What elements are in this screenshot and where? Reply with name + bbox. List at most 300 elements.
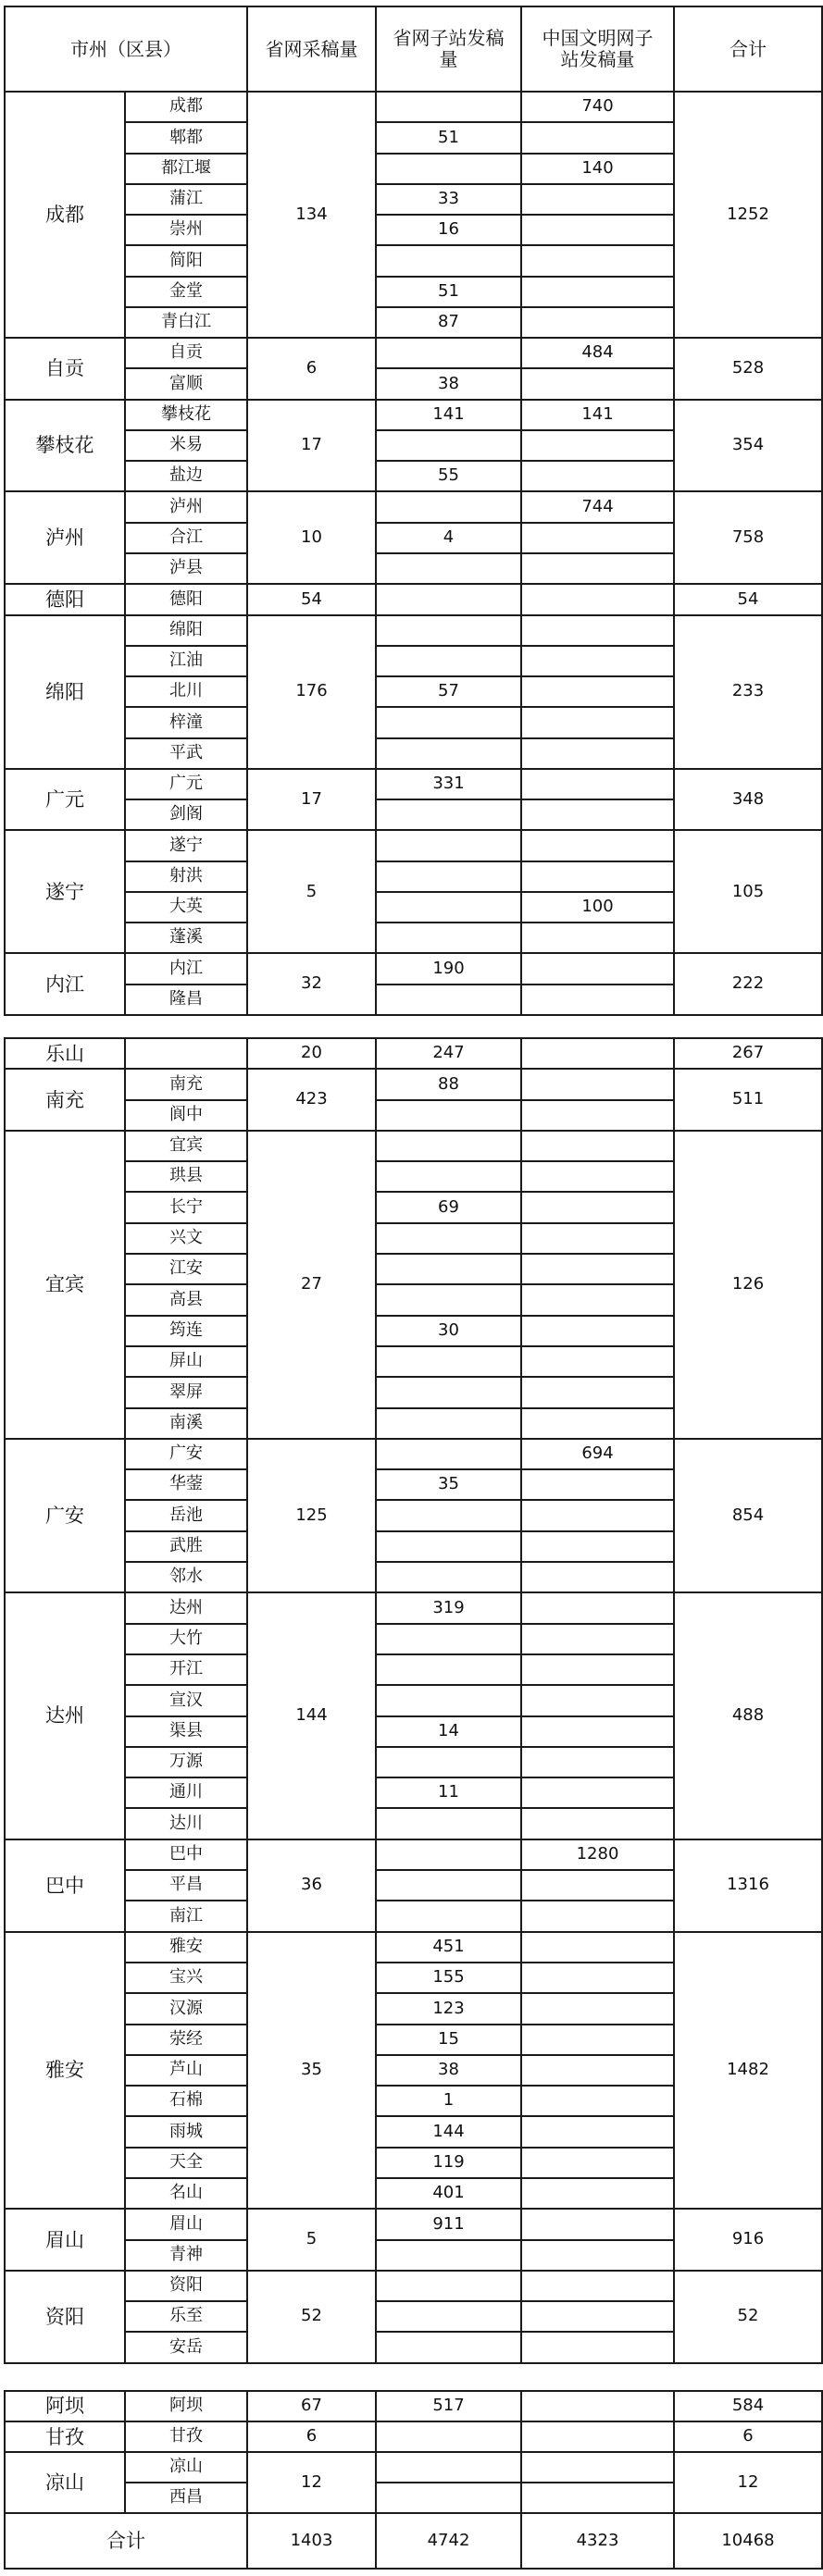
zizhan-cell [376, 1346, 521, 1377]
wenming-cell [521, 215, 674, 245]
zizhan-cell: 155 [376, 1963, 521, 1993]
county-cell: 荥经 [125, 2025, 247, 2055]
county-cell: 甘孜 [125, 2421, 247, 2452]
county-cell: 珙县 [125, 1161, 247, 1192]
caiji-cell: 17 [247, 400, 376, 492]
county-cell: 达川 [125, 1808, 247, 1839]
caiji-cell: 5 [247, 2209, 376, 2271]
zizhan-cell [376, 1223, 521, 1254]
total-cell: 916 [674, 2209, 822, 2271]
city-cell: 广元 [5, 769, 125, 831]
wenming-cell [521, 1161, 674, 1192]
table-row [5, 584, 822, 614]
wenming-cell [521, 461, 674, 491]
county-cell: 芦山 [125, 2055, 247, 2086]
table-row [5, 1069, 822, 1099]
total-cell: 488 [674, 1592, 822, 1839]
zizhan-cell: 57 [376, 676, 521, 707]
caiji-cell: 27 [247, 1131, 376, 1439]
wenming-cell [521, 1069, 674, 1099]
zizhan-cell: 119 [376, 2148, 521, 2178]
zizhan-cell: 401 [376, 2178, 521, 2209]
table-row [5, 1839, 822, 1870]
county-cell: 乐至 [125, 2301, 247, 2332]
city-cell: 雅安 [5, 1932, 125, 2210]
zizhan-cell [376, 1131, 521, 1161]
wenming-cell [521, 1901, 674, 1931]
zizhan-cell: 55 [376, 461, 521, 491]
wenming-cell [521, 1562, 674, 1592]
table-row [5, 400, 822, 430]
county-cell: 青白江 [125, 307, 247, 338]
wenming-cell: 740 [521, 92, 674, 122]
county-cell: 成都 [125, 92, 247, 122]
county-cell: 德阳 [125, 584, 247, 614]
wenming-cell [521, 1469, 674, 1500]
county-cell: 邻水 [125, 1562, 247, 1592]
zizhan-cell [376, 861, 521, 892]
zizhan-cell: 4 [376, 523, 521, 553]
zizhan-cell [376, 1624, 521, 1654]
zizhan-cell [376, 1839, 521, 1870]
zizhan-cell: 247 [376, 1038, 521, 1069]
caiji-cell: 423 [247, 1069, 376, 1131]
zizhan-cell: 14 [376, 1716, 521, 1747]
table-row [5, 92, 822, 122]
county-cell: 雅安 [125, 1932, 247, 1963]
zizhan-cell [376, 1254, 521, 1284]
table-row [5, 2391, 822, 2421]
wenming-cell [521, 2055, 674, 2086]
header-caiji: 省网采稿量 [247, 6, 376, 92]
zizhan-cell: 88 [376, 1069, 521, 1099]
grand-total-row [5, 2513, 822, 2569]
county-cell: 南充 [125, 1069, 247, 1099]
grand-total-wenming: 4323 [521, 2513, 674, 2569]
county-cell: 遂宁 [125, 830, 247, 861]
wenming-cell [521, 184, 674, 215]
county-cell: 阆中 [125, 1100, 247, 1131]
city-cell: 广安 [5, 1439, 125, 1592]
county-cell: 江安 [125, 1254, 247, 1284]
caiji-cell: 5 [247, 830, 376, 953]
grand-total-zizhan: 4742 [376, 2513, 521, 2569]
wenming-cell [521, 799, 674, 830]
county-cell: 金堂 [125, 277, 247, 307]
wenming-cell [521, 923, 674, 953]
caiji-cell: 36 [247, 1839, 376, 1932]
wenming-cell [521, 2240, 674, 2271]
total-cell: 1482 [674, 1932, 822, 2210]
total-cell: 105 [674, 830, 822, 953]
county-cell: 射洪 [125, 861, 247, 892]
zizhan-cell: 144 [376, 2116, 521, 2147]
county-cell: 蒲江 [125, 184, 247, 215]
city-cell: 眉山 [5, 2209, 125, 2271]
caiji-cell: 20 [247, 1038, 376, 1069]
zizhan-cell [376, 615, 521, 646]
table-page-3 [4, 2390, 821, 2572]
zizhan-cell [376, 1284, 521, 1315]
zizhan-cell: 38 [376, 368, 521, 399]
county-cell [125, 1038, 247, 1069]
wenming-cell [521, 2209, 674, 2239]
zizhan-cell [376, 646, 521, 676]
caiji-cell: 12 [247, 2452, 376, 2513]
caiji-cell: 125 [247, 1439, 376, 1592]
county-cell: 华蓥 [125, 1469, 247, 1500]
county-cell: 筠连 [125, 1316, 247, 1346]
wenming-cell [521, 1624, 674, 1654]
zizhan-cell [376, 2421, 521, 2452]
city-cell: 攀枝花 [5, 400, 125, 492]
wenming-cell: 744 [521, 491, 674, 522]
wenming-cell [521, 2116, 674, 2147]
table-row [5, 830, 822, 861]
table-page-1 [4, 6, 821, 1014]
wenming-cell [521, 1284, 674, 1315]
table-row [5, 491, 822, 522]
zizhan-cell: 16 [376, 215, 521, 245]
header-region: 市州（区县） [5, 6, 247, 92]
county-cell: 高县 [125, 1284, 247, 1315]
wenming-cell [521, 953, 674, 984]
zizhan-cell [376, 1100, 521, 1131]
table-page-2 [4, 1037, 821, 2366]
wenming-cell [521, 430, 674, 461]
wenming-cell [521, 553, 674, 584]
total-cell: 126 [674, 1131, 822, 1439]
zizhan-cell [376, 1685, 521, 1715]
county-cell: 绵阳 [125, 615, 247, 646]
wenming-cell: 1280 [521, 1839, 674, 1870]
zizhan-cell [376, 738, 521, 769]
county-cell: 米易 [125, 430, 247, 461]
table-row [5, 1131, 822, 1161]
county-cell: 郫都 [125, 122, 247, 153]
city-cell: 成都 [5, 92, 125, 338]
zizhan-cell [376, 1747, 521, 1777]
wenming-cell [521, 2332, 674, 2362]
city-cell: 宜宾 [5, 1131, 125, 1439]
wenming-cell [521, 2391, 674, 2421]
total-cell: 758 [674, 491, 822, 584]
wenming-cell [521, 1716, 674, 1747]
wenming-cell [521, 584, 674, 614]
county-cell: 内江 [125, 953, 247, 984]
zizhan-cell [376, 245, 521, 276]
table-row [5, 1038, 822, 1069]
zizhan-cell [376, 92, 521, 122]
wenming-cell [521, 2178, 674, 2209]
total-cell: 54 [674, 584, 822, 614]
city-cell: 自贡 [5, 338, 125, 400]
wenming-cell [521, 1963, 674, 1993]
table-row [5, 2421, 822, 2452]
county-cell: 平昌 [125, 1870, 247, 1901]
wenming-cell [521, 676, 674, 707]
county-cell: 青神 [125, 2240, 247, 2271]
zizhan-cell [376, 923, 521, 953]
county-cell: 简阳 [125, 245, 247, 276]
wenming-cell [521, 1500, 674, 1530]
county-cell: 宝兴 [125, 1963, 247, 1993]
county-cell: 自贡 [125, 338, 247, 368]
caiji-cell: 67 [247, 2391, 376, 2421]
wenming-cell [521, 368, 674, 399]
county-cell: 大竹 [125, 1624, 247, 1654]
zizhan-cell: 123 [376, 1993, 521, 2024]
caiji-cell: 54 [247, 584, 376, 614]
caiji-cell: 32 [247, 953, 376, 1015]
zizhan-cell [376, 2301, 521, 2332]
city-cell: 凉山 [5, 2452, 125, 2513]
wenming-cell [521, 2301, 674, 2332]
zizhan-cell: 141 [376, 400, 521, 430]
grand-total-total: 10468 [674, 2513, 822, 2569]
county-cell: 西昌 [125, 2483, 247, 2513]
caiji-cell: 6 [247, 338, 376, 400]
total-cell: 584 [674, 2391, 822, 2421]
header-row [5, 6, 822, 92]
wenming-cell [521, 122, 674, 153]
wenming-cell [521, 615, 674, 646]
total-cell: 52 [674, 2271, 822, 2363]
wenming-cell [521, 830, 674, 861]
total-cell: 6 [674, 2421, 822, 2452]
table-row [5, 953, 822, 984]
zizhan-cell: 1 [376, 2086, 521, 2116]
table-row [5, 1592, 822, 1623]
wenming-cell [521, 985, 674, 1015]
county-cell: 兴文 [125, 1223, 247, 1254]
total-cell: 1316 [674, 1839, 822, 1932]
wenming-cell [521, 1870, 674, 1901]
total-cell: 267 [674, 1038, 822, 1069]
zizhan-cell: 911 [376, 2209, 521, 2239]
county-cell: 凉山 [125, 2452, 247, 2483]
table-row [5, 2452, 822, 2483]
county-cell: 崇州 [125, 215, 247, 245]
table-row [5, 338, 822, 368]
zizhan-cell: 38 [376, 2055, 521, 2086]
county-cell: 泸县 [125, 553, 247, 584]
county-cell: 雨城 [125, 2116, 247, 2147]
caiji-cell: 10 [247, 491, 376, 584]
wenming-cell [521, 1592, 674, 1623]
wenming-cell [521, 646, 674, 676]
zizhan-cell [376, 2483, 521, 2513]
wenming-cell [521, 861, 674, 892]
county-cell: 北川 [125, 676, 247, 707]
zizhan-cell: 35 [376, 1469, 521, 1500]
wenming-cell [521, 1100, 674, 1131]
zizhan-cell: 190 [376, 953, 521, 984]
county-cell: 泸州 [125, 491, 247, 522]
county-cell: 宜宾 [125, 1131, 247, 1161]
zizhan-cell [376, 1901, 521, 1931]
zizhan-cell: 11 [376, 1777, 521, 1808]
county-cell: 安岳 [125, 2332, 247, 2362]
caiji-cell: 35 [247, 1932, 376, 2210]
zizhan-cell: 517 [376, 2391, 521, 2421]
zizhan-cell: 15 [376, 2025, 521, 2055]
county-cell: 攀枝花 [125, 400, 247, 430]
stats-table [4, 1037, 823, 2364]
county-cell: 开江 [125, 1654, 247, 1685]
wenming-cell: 694 [521, 1439, 674, 1469]
wenming-cell [521, 1254, 674, 1284]
wenming-cell: 140 [521, 154, 674, 184]
zizhan-cell [376, 338, 521, 368]
zizhan-cell: 69 [376, 1192, 521, 1222]
city-cell: 乐山 [5, 1038, 125, 1069]
county-cell: 宣汉 [125, 1685, 247, 1715]
county-cell: 武胜 [125, 1531, 247, 1562]
county-cell: 平武 [125, 738, 247, 769]
total-cell: 1252 [674, 92, 822, 338]
caiji-cell: 144 [247, 1592, 376, 1839]
county-cell: 眉山 [125, 2209, 247, 2239]
wenming-cell: 484 [521, 338, 674, 368]
header-wenming: 中国文明网子站发稿量 [521, 6, 674, 92]
county-cell: 剑阁 [125, 799, 247, 830]
county-cell: 巴中 [125, 1839, 247, 1870]
zizhan-cell [376, 430, 521, 461]
zizhan-cell [376, 553, 521, 584]
wenming-cell [521, 1192, 674, 1222]
wenming-cell [521, 1747, 674, 1777]
grand-total-label: 合计 [5, 2513, 247, 2569]
wenming-cell: 141 [521, 400, 674, 430]
wenming-cell [521, 523, 674, 553]
zizhan-cell [376, 1408, 521, 1439]
table-row [5, 1439, 822, 1469]
city-cell: 阿坝 [5, 2391, 125, 2421]
wenming-cell [521, 1531, 674, 1562]
zizhan-cell [376, 154, 521, 184]
header-total: 合计 [674, 6, 822, 92]
wenming-cell [521, 1377, 674, 1407]
county-cell: 隆昌 [125, 985, 247, 1015]
total-cell: 12 [674, 2452, 822, 2513]
zizhan-cell [376, 1500, 521, 1530]
city-cell: 遂宁 [5, 830, 125, 953]
table-row [5, 769, 822, 799]
wenming-cell [521, 2483, 674, 2513]
zizhan-cell [376, 1439, 521, 1469]
total-cell: 528 [674, 338, 822, 400]
county-cell: 合江 [125, 523, 247, 553]
county-cell: 翠屏 [125, 1377, 247, 1407]
zizhan-cell: 331 [376, 769, 521, 799]
county-cell: 都江堰 [125, 154, 247, 184]
county-cell: 梓潼 [125, 707, 247, 737]
caiji-cell: 6 [247, 2421, 376, 2452]
county-cell: 大英 [125, 892, 247, 923]
zizhan-cell [376, 1870, 521, 1901]
table-row [5, 2209, 822, 2239]
total-cell: 222 [674, 953, 822, 1015]
wenming-cell: 100 [521, 892, 674, 923]
zizhan-cell [376, 1808, 521, 1839]
county-cell: 南江 [125, 1901, 247, 1931]
zizhan-cell: 33 [376, 184, 521, 215]
zizhan-cell [376, 2271, 521, 2301]
stats-table [4, 2390, 823, 2570]
city-cell: 内江 [5, 953, 125, 1015]
wenming-cell [521, 1654, 674, 1685]
city-cell: 巴中 [5, 1839, 125, 1932]
county-cell: 江油 [125, 646, 247, 676]
city-cell: 泸州 [5, 491, 125, 584]
county-cell: 天全 [125, 2148, 247, 2178]
header-zizhan: 省网子站发稿量 [376, 6, 521, 92]
wenming-cell [521, 2452, 674, 2483]
wenming-cell [521, 1223, 674, 1254]
table-row [5, 615, 822, 646]
county-cell: 名山 [125, 2178, 247, 2209]
wenming-cell [521, 1408, 674, 1439]
zizhan-cell [376, 1654, 521, 1685]
city-cell: 德阳 [5, 584, 125, 614]
county-cell: 达州 [125, 1592, 247, 1623]
wenming-cell [521, 1131, 674, 1161]
wenming-cell [521, 1777, 674, 1808]
caiji-cell: 52 [247, 2271, 376, 2363]
county-cell: 渠县 [125, 1716, 247, 1747]
table-row [5, 2271, 822, 2301]
zizhan-cell [376, 799, 521, 830]
zizhan-cell: 30 [376, 1316, 521, 1346]
wenming-cell [521, 2086, 674, 2116]
total-cell: 854 [674, 1439, 822, 1592]
county-cell: 资阳 [125, 2271, 247, 2301]
wenming-cell [521, 2025, 674, 2055]
caiji-cell: 176 [247, 615, 376, 769]
zizhan-cell [376, 2240, 521, 2271]
county-cell: 岳池 [125, 1500, 247, 1530]
zizhan-cell [376, 707, 521, 737]
county-cell: 万源 [125, 1747, 247, 1777]
zizhan-cell [376, 1161, 521, 1192]
zizhan-cell: 51 [376, 277, 521, 307]
city-cell: 资阳 [5, 2271, 125, 2363]
zizhan-cell [376, 830, 521, 861]
zizhan-cell [376, 2332, 521, 2362]
wenming-cell [521, 1038, 674, 1069]
wenming-cell [521, 1932, 674, 1963]
zizhan-cell [376, 1562, 521, 1592]
county-cell: 石棉 [125, 2086, 247, 2116]
wenming-cell [521, 245, 674, 276]
wenming-cell [521, 707, 674, 737]
city-cell: 绵阳 [5, 615, 125, 769]
table-row [5, 1932, 822, 1963]
wenming-cell [521, 738, 674, 769]
county-cell: 广元 [125, 769, 247, 799]
zizhan-cell [376, 2452, 521, 2483]
wenming-cell [521, 2148, 674, 2178]
zizhan-cell: 319 [376, 1592, 521, 1623]
wenming-cell [521, 307, 674, 338]
zizhan-cell [376, 1531, 521, 1562]
wenming-cell [521, 1993, 674, 2024]
total-cell: 348 [674, 769, 822, 831]
county-cell: 南溪 [125, 1408, 247, 1439]
county-cell: 蓬溪 [125, 923, 247, 953]
zizhan-cell [376, 1377, 521, 1407]
